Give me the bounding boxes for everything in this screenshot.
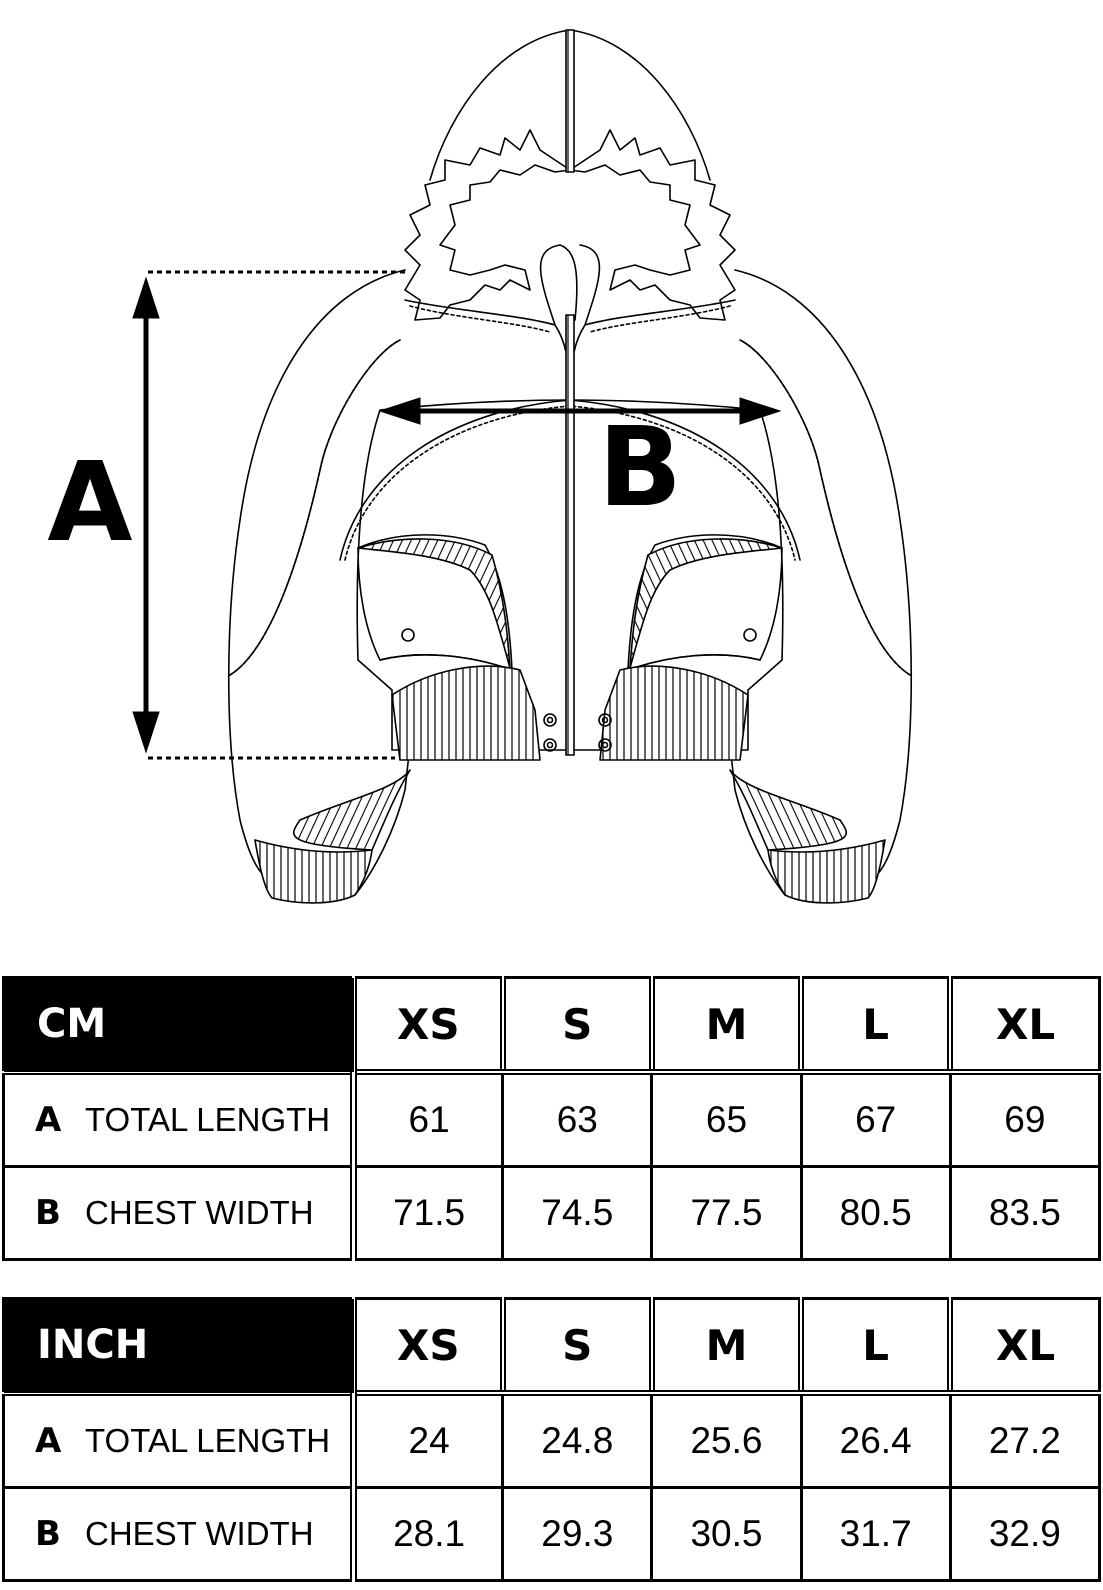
table-header-row <box>4 978 1100 1073</box>
table-row <box>4 1393 1100 1488</box>
table-cell: 69 <box>950 1072 1099 1167</box>
measure-a <box>47 272 405 758</box>
table-cell: 27.2 <box>950 1393 1099 1488</box>
table-row <box>4 1488 1100 1581</box>
waistband-right <box>600 666 748 760</box>
table-cell: 25.6 <box>652 1393 801 1488</box>
table-cell: 83.5 <box>950 1167 1099 1260</box>
row-name: CHEST WIDTH <box>85 1515 314 1552</box>
unit-label: INCH <box>4 1299 354 1394</box>
row-name: TOTAL LENGTH <box>85 1101 331 1138</box>
row-letter: A <box>35 1421 62 1461</box>
row-letter: A <box>35 1100 62 1140</box>
table-cell: 74.5 <box>503 1167 652 1260</box>
table-cell: 31.7 <box>801 1488 950 1581</box>
size-header: XL <box>950 1299 1099 1394</box>
table-cell: 63 <box>503 1072 652 1167</box>
size-header: XS <box>354 978 503 1073</box>
table-cell: 32.9 <box>950 1488 1099 1581</box>
table-cell: 77.5 <box>652 1167 801 1260</box>
size-header: L <box>801 1299 950 1394</box>
table-cell: 80.5 <box>801 1167 950 1260</box>
row-label <box>4 1488 354 1581</box>
label-b: B <box>598 403 682 531</box>
table-header-row <box>4 1299 1100 1394</box>
size-header: XS <box>354 1299 503 1394</box>
row-name: TOTAL LENGTH <box>85 1422 331 1459</box>
table-cell: 61 <box>354 1072 503 1167</box>
row-label <box>4 1167 354 1260</box>
size-header: S <box>503 1299 652 1394</box>
waistband-left <box>392 666 540 760</box>
hood-zipper <box>566 30 574 172</box>
row-name: CHEST WIDTH <box>85 1194 314 1231</box>
table-cell: 67 <box>801 1072 950 1167</box>
table-row <box>4 1167 1100 1260</box>
table-row <box>4 1072 1100 1167</box>
label-a: A <box>47 438 133 566</box>
size-table-cm <box>2 976 1101 1261</box>
size-header: M <box>652 1299 801 1394</box>
table-cell: 28.1 <box>354 1488 503 1581</box>
size-table-inch <box>2 1297 1101 1582</box>
table-cell: 29.3 <box>503 1488 652 1581</box>
row-label <box>4 1072 354 1167</box>
size-header: S <box>503 978 652 1073</box>
unit-label: CM <box>4 978 354 1073</box>
table-cell: 26.4 <box>801 1393 950 1488</box>
table-cell: 65 <box>652 1072 801 1167</box>
row-label <box>4 1393 354 1488</box>
table-cell: 71.5 <box>354 1167 503 1260</box>
row-letter: B <box>35 1193 61 1233</box>
measure-b <box>380 398 780 531</box>
table-cell: 24.8 <box>503 1393 652 1488</box>
row-letter: B <box>35 1514 61 1554</box>
size-header: XL <box>950 978 1099 1073</box>
table-cell: 24 <box>354 1393 503 1488</box>
size-header: L <box>801 978 950 1073</box>
front-zipper <box>566 315 574 755</box>
size-header: M <box>652 978 801 1073</box>
table-cell: 30.5 <box>652 1488 801 1581</box>
